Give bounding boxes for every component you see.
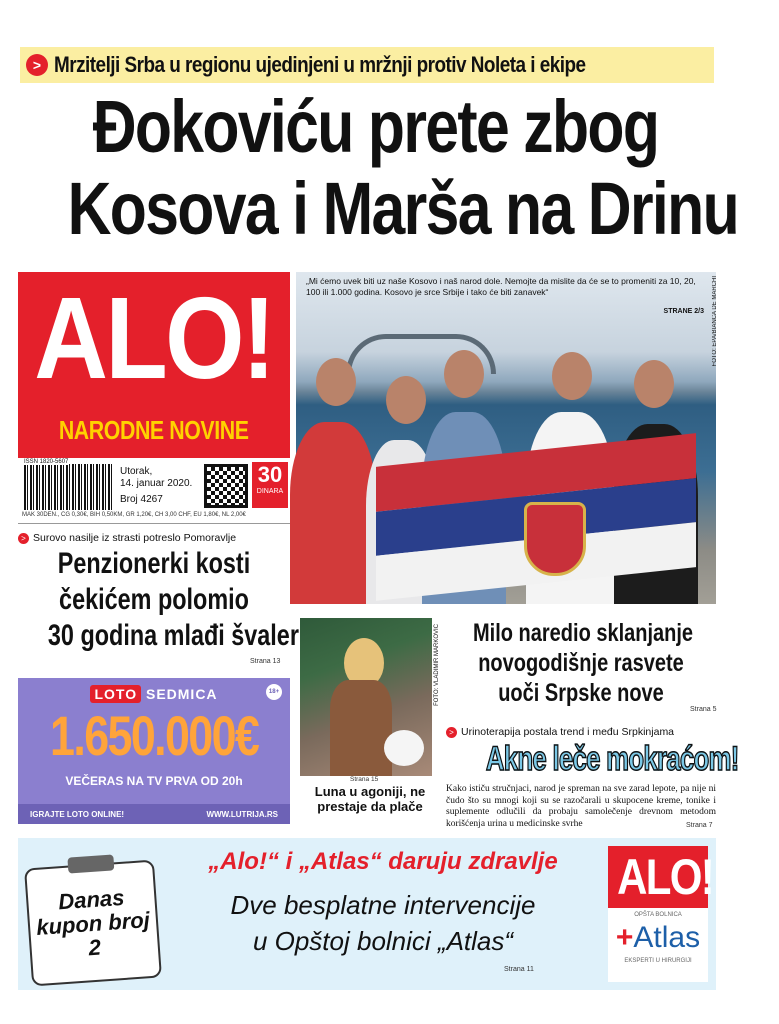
issn: ISSN 1820-5607 (24, 459, 69, 465)
atlas-logo: OPŠTA BOLNICA +Atlas EKSPERTI U HIRURGIJI (608, 908, 708, 982)
ad-title: „Alo!“ i „Atlas“ daruju zdravlje (208, 848, 558, 875)
age-badge: 18+ (266, 684, 282, 700)
person-shape (330, 680, 392, 776)
arrow-icon: > (26, 54, 48, 76)
clipboard-icon (24, 860, 162, 987)
loto-url-link[interactable]: WWW.LUTRIJA.RS (206, 809, 278, 819)
luna-headline[interactable]: Luna u agoniji, ne prestaje da plače (314, 784, 426, 814)
story1-kicker[interactable]: > Surovo nasilje iz strasti potreslo Pomoravlje (18, 532, 236, 544)
headline-line-1: Đokoviću prete zbog (92, 85, 659, 168)
photo-page-ref[interactable]: STRANE 2/3 (663, 308, 704, 315)
arrow-icon: > (18, 533, 29, 544)
luna-page-ref: Strana 15 (350, 776, 379, 783)
atlas-promo-ad[interactable] (18, 838, 716, 990)
coupon-text: Danas kupon broj 2 (35, 884, 151, 961)
price-badge: 30 DINARA (252, 462, 288, 508)
head-shape (552, 352, 592, 400)
milo-headline[interactable]: Milo naredio sklanjanje novogodišnje rasvete uoči Srpske nove (473, 619, 694, 707)
head-shape (634, 360, 674, 408)
loto-online-text: IGRAJTE LOTO ONLINE! (30, 809, 125, 819)
barcode (24, 464, 112, 510)
head-shape (316, 358, 356, 406)
loto-ad[interactable] (18, 678, 290, 824)
top-banner-text: Mrzitelji Srba u regionu ujedinjeni u mržnji protiv Noleta i ekipe (54, 52, 586, 77)
ad-line-1: Dve besplatne intervencije (230, 890, 536, 920)
top-banner[interactable] (20, 47, 714, 83)
photo-credit: FOTO: EPA/BIANCA DE MARCHI (712, 276, 718, 367)
coat-of-arms-icon (524, 502, 586, 576)
head-shape (386, 376, 426, 424)
masthead-subtitle: NARODNE NOVINE (59, 415, 249, 445)
luna-photo[interactable] (300, 618, 432, 776)
loto-footer (18, 804, 290, 824)
loto-jackpot: 1.650.000€ (49, 704, 259, 767)
milo-page-ref: Strana 5 (690, 706, 717, 713)
ad-line-2: u Opštoj bolnici „Atlas“ (252, 926, 514, 956)
ad-page-ref: Strana 11 (504, 966, 534, 973)
clip-shape (67, 854, 114, 873)
alo-logo: ALO! (34, 273, 274, 403)
arrow-icon: > (446, 727, 457, 738)
qr-code-icon[interactable] (204, 464, 248, 508)
photo-quote: „Mi ćemo uvek biti uz naše Kosovo i naš narod dole. Nemojte da mislite da će se to promeniti za 10, 20, 100 ili 1.000 godina. Kosovo je srce Srbije i tako će biti zanavek“ (306, 276, 696, 297)
main-photo[interactable] (296, 272, 716, 604)
akne-page-ref: Strana 7 (686, 822, 713, 829)
main-headline[interactable] (0, 86, 751, 250)
akne-headline[interactable]: Akne leče mokraćom! (446, 740, 716, 780)
akne-kicker[interactable]: > Urinoterapija postala trend i među Srpkinjama (446, 726, 674, 738)
issue-date: Utorak, 14. januar 2020. Broj 4267 (120, 466, 193, 505)
story1-headline[interactable]: Penzionerki kosti čekićem polomio 30 godina mlađi švaler (47, 547, 299, 652)
person-shape (290, 422, 376, 604)
issue-info (18, 458, 290, 524)
dog-shape (384, 730, 424, 766)
story1-page-ref: Strana 13 (250, 658, 281, 665)
alo-small-logo: ALO! (608, 846, 708, 908)
luna-photo-credit: FOTO: VLADIMIR MARKOVIĆ (434, 624, 440, 706)
headline-line-2: Kosova i Marša na Drinu (67, 167, 739, 250)
loto-broadcast: VEČERAS NA TV PRVA OD 20h (65, 774, 243, 788)
akne-body: Kako ističu stručnjaci, narod je spreman na sve zarad lepote, pa nije ni čudo što su mnogi koji su se razočarali u skupocene kreme, tonike i suplemente odlučili da probaju samolečenje drevnom metodom korišćenja urina u medicinske svrhe (446, 784, 716, 829)
loto-title: LOTO SEDMICA (18, 686, 290, 702)
masthead (18, 272, 290, 458)
foreign-prices: MAK 30DEN., CG 0,30€, BIH 0,50KM, GR 1,20€, CH 3,00 CHF, EU 1,80€, NL 2,00€ (22, 512, 246, 518)
head-shape (444, 350, 484, 398)
